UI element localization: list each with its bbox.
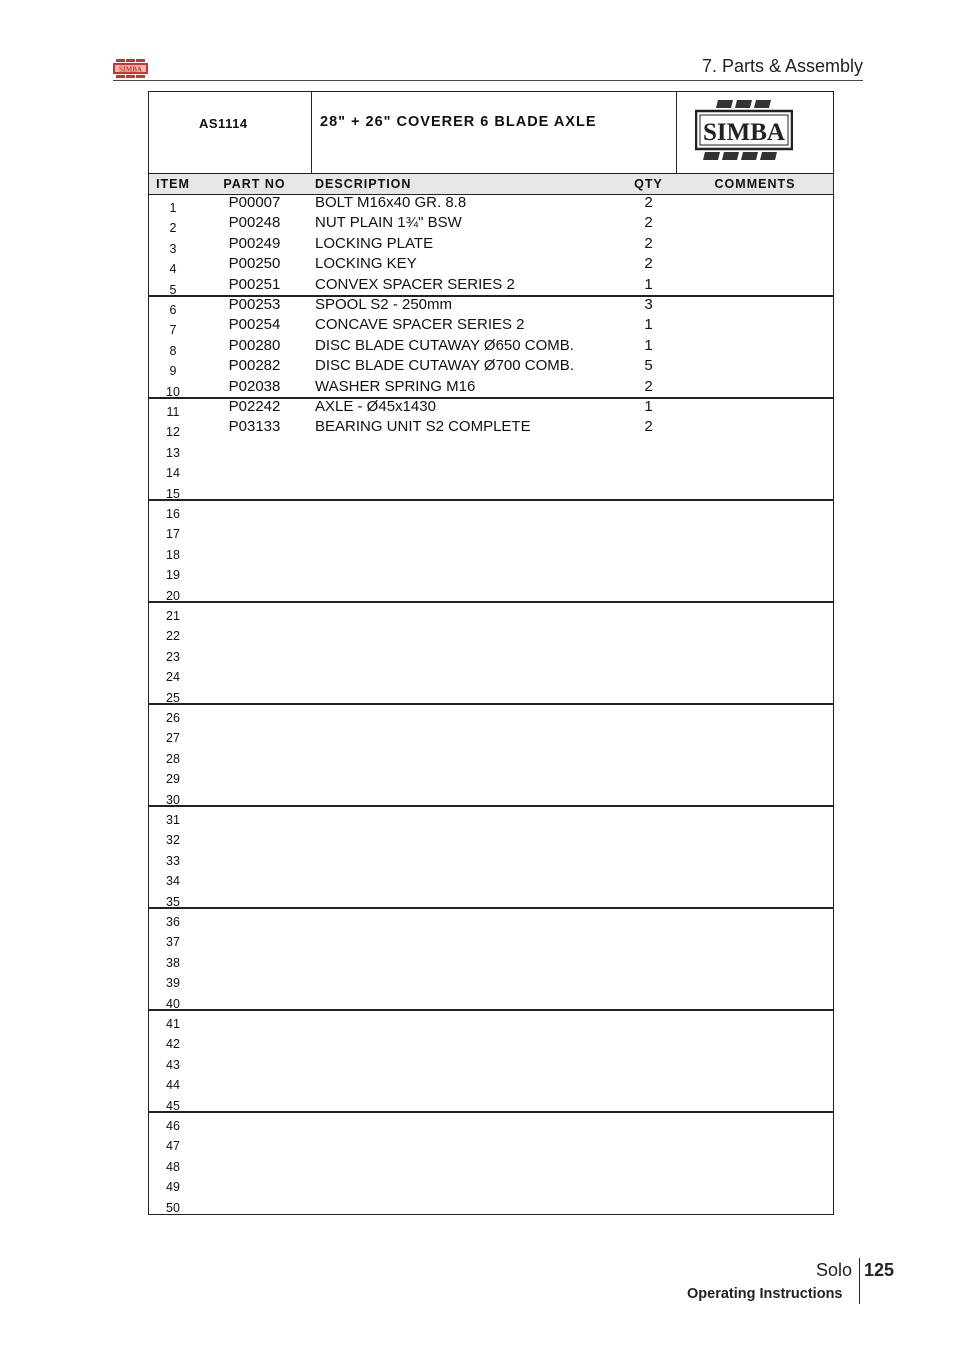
table-row	[149, 1051, 833, 1071]
col-qty-header: QTY	[634, 177, 663, 191]
footer-rule	[859, 1258, 860, 1304]
table-row	[149, 194, 833, 214]
item-number: 40	[166, 996, 180, 1011]
header-rule	[113, 80, 863, 81]
table-row	[149, 255, 833, 275]
item-number: 30	[166, 792, 180, 807]
table-row	[149, 378, 833, 398]
part-qty: 2	[644, 255, 653, 273]
part-number: P00007	[228, 194, 281, 211]
item-number: 43	[166, 1057, 180, 1072]
part-qty: 3	[644, 296, 653, 313]
table-row	[149, 867, 833, 887]
table-row	[149, 724, 833, 744]
item-number: 5	[169, 282, 177, 297]
part-description: LOCKING KEY	[315, 255, 417, 273]
table-row	[149, 561, 833, 581]
item-number: 9	[169, 364, 177, 379]
col-item-header: ITEM	[156, 177, 190, 191]
part-qty: 2	[644, 234, 653, 252]
table-row	[149, 1112, 833, 1132]
table-row	[149, 459, 833, 479]
part-description: AXLE - Ø45x1430	[315, 398, 436, 415]
part-qty: 1	[644, 336, 653, 354]
part-description: SPOOL S2 - 250mm	[315, 296, 452, 313]
item-number: 4	[169, 262, 177, 277]
table-row	[149, 826, 833, 846]
item-number: 44	[166, 1078, 180, 1093]
part-number: P00254	[228, 316, 281, 334]
table-row	[149, 1132, 833, 1152]
item-number: 36	[166, 915, 180, 929]
item-number: 12	[166, 425, 180, 440]
table-row	[149, 847, 833, 867]
part-description: NUT PLAIN 1¾" BSW	[315, 214, 462, 232]
table-row	[149, 1071, 833, 1091]
table-row	[149, 296, 833, 316]
section-title: 7. Parts & Assembly	[701, 56, 863, 76]
item-number: 11	[166, 405, 180, 419]
table-row	[149, 908, 833, 928]
part-description: LOCKING PLATE	[315, 234, 434, 252]
item-number: 31	[166, 813, 180, 827]
table-row	[149, 663, 833, 683]
item-number: 7	[169, 323, 177, 338]
item-number: 41	[166, 1017, 180, 1031]
part-description: WASHER SPRING M16	[315, 377, 476, 395]
table-row	[149, 439, 833, 459]
table-row	[149, 1173, 833, 1193]
table-row	[149, 337, 833, 357]
logo-text: SIMBA	[703, 119, 785, 146]
part-number: P00280	[228, 336, 281, 354]
item-number: 45	[166, 1098, 180, 1113]
item-number: 10	[166, 384, 180, 399]
table-row	[149, 765, 833, 785]
column-header-row	[149, 173, 833, 195]
table-row	[149, 1092, 833, 1112]
simba-small-logo-icon	[113, 59, 148, 79]
table-row	[149, 235, 833, 255]
item-number: 14	[166, 466, 180, 481]
item-number: 3	[169, 241, 177, 256]
table-row	[149, 990, 833, 1010]
part-number: P00282	[228, 357, 281, 375]
part-qty: 2	[644, 194, 653, 211]
table-row	[149, 684, 833, 704]
item-number: 15	[166, 486, 180, 501]
assembly-code: AS1114	[199, 116, 248, 131]
table-row	[149, 276, 833, 296]
table-row	[149, 520, 833, 540]
col-partno-header: PART NO	[223, 177, 286, 191]
table-row	[149, 500, 833, 520]
part-number: P00253	[228, 296, 281, 313]
item-number: 18	[166, 547, 180, 562]
item-number: 48	[166, 1159, 180, 1174]
part-number: P03133	[228, 418, 281, 436]
table-row	[149, 806, 833, 826]
item-number: 13	[166, 445, 180, 460]
assembly-title: 28" + 26" COVERER 6 BLADE AXLE	[320, 114, 597, 130]
part-qty: 2	[644, 418, 653, 436]
table-row	[149, 1194, 833, 1214]
table-row	[149, 888, 833, 908]
table-row	[149, 541, 833, 561]
item-number: 16	[166, 507, 180, 521]
item-number: 21	[166, 609, 180, 623]
table-row	[149, 969, 833, 989]
item-number: 35	[166, 894, 180, 909]
table-row	[149, 1153, 833, 1173]
table-row	[149, 745, 833, 765]
item-number: 28	[166, 751, 180, 766]
part-qty: 1	[644, 398, 653, 415]
item-number: 25	[166, 690, 180, 705]
item-number: 34	[166, 874, 180, 889]
item-number: 8	[169, 343, 177, 358]
table-row	[149, 949, 833, 969]
part-description: BEARING UNIT S2 COMPLETE	[315, 418, 531, 436]
item-number: 6	[169, 303, 177, 317]
product-name: Solo	[816, 1260, 853, 1280]
item-number: 47	[166, 1139, 180, 1154]
part-description: BOLT M16x40 GR. 8.8	[315, 194, 467, 211]
table-row	[149, 704, 833, 724]
item-number: 19	[166, 568, 180, 583]
table-row	[149, 398, 833, 418]
table-row	[149, 602, 833, 622]
part-number: P00249	[228, 234, 281, 252]
part-qty: 1	[644, 275, 653, 293]
part-qty: 5	[644, 357, 653, 375]
item-number: 32	[166, 833, 180, 848]
item-number: 23	[166, 649, 180, 664]
table-row	[149, 786, 833, 806]
part-qty: 1	[644, 316, 653, 334]
item-number: 20	[166, 588, 180, 603]
item-number: 33	[166, 853, 180, 868]
table-row	[149, 643, 833, 663]
table-row	[149, 622, 833, 642]
item-number: 37	[166, 935, 180, 950]
item-number: 46	[166, 1119, 180, 1133]
small-logo-text: SIMBA	[119, 65, 142, 74]
part-number: P02038	[228, 377, 281, 395]
part-number: P00251	[228, 275, 281, 293]
part-number: P00250	[228, 255, 281, 273]
table-row	[149, 480, 833, 500]
part-description: CONCAVE SPACER SERIES 2	[315, 316, 525, 334]
item-number: 50	[166, 1200, 180, 1215]
item-number: 2	[169, 221, 177, 236]
item-number: 17	[166, 527, 180, 542]
table-row	[149, 1010, 833, 1030]
part-description: DISC BLADE CUTAWAY Ø650 COMB.	[315, 336, 574, 354]
part-qty: 2	[644, 377, 653, 395]
col-description-header: DESCRIPTION	[315, 177, 412, 191]
item-number: 26	[166, 711, 180, 725]
item-number: 42	[166, 1037, 180, 1052]
parts-sheet	[148, 91, 834, 1215]
table-row	[149, 357, 833, 377]
item-number: 29	[166, 772, 180, 787]
col-comments-header: COMMENTS	[714, 177, 796, 191]
item-number: 24	[166, 670, 180, 685]
table-row	[149, 214, 833, 234]
part-number: P00248	[228, 214, 281, 232]
simba-logo-icon	[695, 98, 793, 162]
table-row	[149, 316, 833, 336]
part-description: DISC BLADE CUTAWAY Ø700 COMB.	[315, 357, 574, 375]
part-qty: 2	[644, 214, 653, 232]
footer-subtitle: Operating Instructions	[687, 1286, 843, 1302]
item-number: 27	[166, 731, 180, 746]
page-number: 125	[864, 1260, 895, 1280]
table-row	[149, 1030, 833, 1050]
table-row	[149, 928, 833, 948]
item-number: 49	[166, 1180, 180, 1195]
item-number: 39	[166, 976, 180, 991]
part-number: P02242	[228, 398, 281, 415]
item-number: 22	[166, 629, 180, 644]
item-number: 38	[166, 955, 180, 970]
item-number: 1	[169, 201, 177, 215]
table-row	[149, 582, 833, 602]
table-row	[149, 418, 833, 438]
part-description: CONVEX SPACER SERIES 2	[315, 275, 515, 293]
